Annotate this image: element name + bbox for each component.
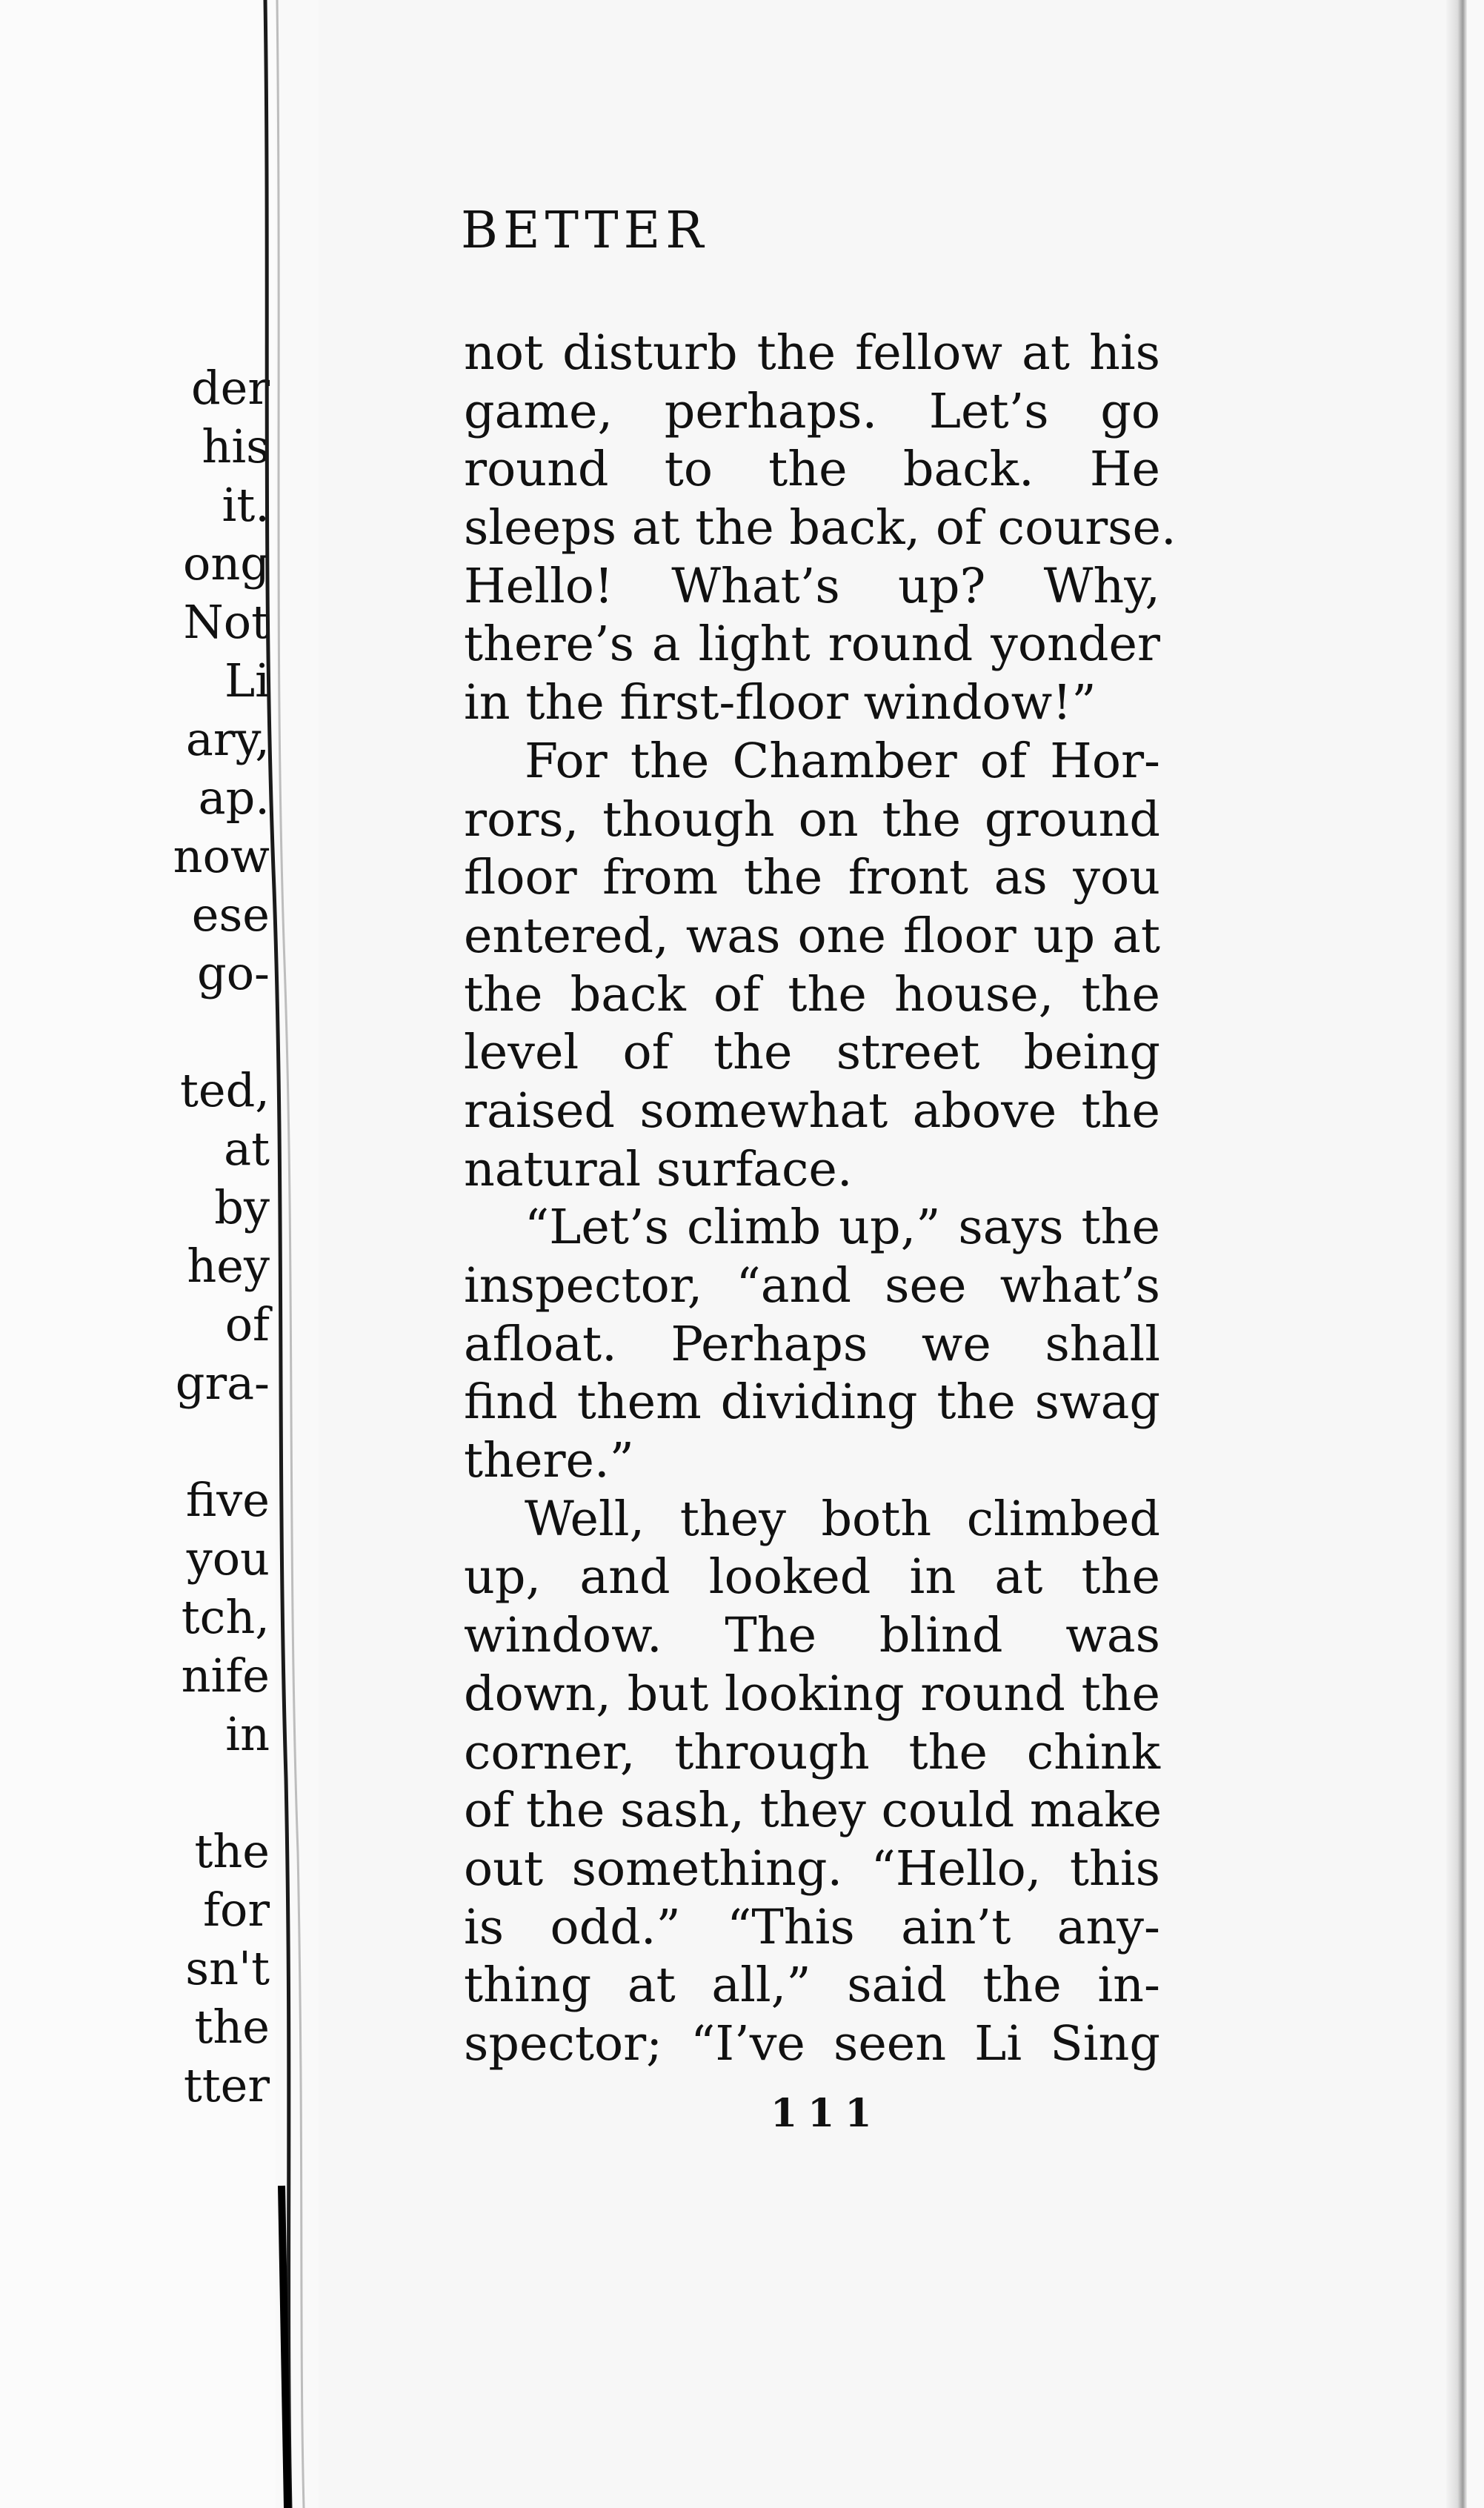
- text-line: of the sash, they could make: [464, 1783, 1162, 1839]
- text-line: out something. “Hello, this: [464, 1840, 1160, 1897]
- left-page-line: sn't: [185, 1941, 270, 1995]
- text-line: window. The blind was: [464, 1608, 1160, 1664]
- text-line: there’s a light round yonder: [464, 616, 1160, 673]
- text-line: “Let’s climb up,” says the: [525, 1200, 1160, 1256]
- text-line: thing at all,” said the in-: [464, 1957, 1160, 2014]
- left-page-line: the: [194, 1824, 270, 1878]
- left-page-line: now: [173, 829, 270, 883]
- left-page-line: Not: [183, 595, 270, 649]
- gutter-fold-line: [252, 0, 341, 2508]
- left-page-line: five: [185, 1473, 270, 1527]
- left-page-line: of: [224, 1297, 270, 1351]
- running-head: BETTER: [461, 202, 709, 260]
- text-line: up, and looked in at the: [464, 1549, 1160, 1606]
- left-page-line: for: [203, 1883, 270, 1937]
- left-page-line: ese: [191, 888, 270, 942]
- text-line: rors, though on the ground: [464, 791, 1160, 848]
- left-facing-page: [0, 0, 276, 2508]
- page-number: 111: [771, 2091, 882, 2136]
- text-line: the back of the house, the: [464, 966, 1160, 1022]
- text-line: Hello! What’s up? Why,: [464, 558, 1160, 614]
- left-page-line: his: [202, 419, 270, 473]
- left-page-line: ary,: [185, 712, 270, 766]
- left-page-line: Li: [224, 653, 270, 708]
- text-line: Well, they both climbed: [525, 1491, 1160, 1547]
- left-page-line: the: [194, 2000, 270, 2054]
- page-edge-shadow: [1446, 0, 1467, 2508]
- left-page-line: it.: [222, 478, 270, 532]
- text-line: down, but looking round the: [464, 1666, 1160, 1722]
- left-page-line: go-: [197, 946, 270, 1000]
- left-page-line: ap.: [198, 771, 270, 825]
- text-line: spector; “I’ve seen Li Sing: [464, 2015, 1160, 2072]
- text-line: raised somewhat above the: [464, 1082, 1160, 1139]
- text-line: is odd.” “This ain’t any-: [464, 1899, 1160, 1955]
- text-line: For the Chamber of Hor-: [525, 733, 1160, 789]
- text-line: round to the back. He: [464, 442, 1160, 498]
- left-page-line: you: [186, 1531, 270, 1586]
- text-line: inspector, “and see what’s: [464, 1258, 1160, 1314]
- left-page-line: gra-: [175, 1356, 270, 1410]
- body-text: [464, 325, 1177, 2074]
- left-page-line: in: [225, 1707, 270, 1761]
- text-line: not disturb the fellow at his: [464, 325, 1160, 381]
- left-page-line: ong: [183, 536, 270, 591]
- left-page-line: der: [190, 361, 270, 415]
- left-page-line: nife: [181, 1649, 270, 1703]
- left-page-line: at: [224, 1122, 270, 1176]
- text-line: level of the street being: [464, 1025, 1160, 1081]
- text-line: in the first-floor window!”: [464, 675, 1097, 731]
- text-line: natural surface.: [464, 1141, 853, 1197]
- text-line: there.”: [464, 1433, 634, 1489]
- text-line: corner, through the chink: [464, 1724, 1160, 1780]
- text-line: game, perhaps. Let’s go: [464, 383, 1160, 439]
- left-page-line: tter: [183, 2058, 270, 2112]
- left-page-line: hey: [187, 1239, 270, 1293]
- text-line: entered, was one floor up at: [464, 908, 1160, 964]
- left-page-line: tch,: [181, 1590, 270, 1644]
- text-line: find them dividing the swag: [464, 1374, 1160, 1431]
- text-line: floor from the front as you: [464, 850, 1160, 906]
- text-line: afloat. Perhaps we shall: [464, 1316, 1160, 1372]
- left-page-line: ted,: [179, 1063, 270, 1117]
- text-line: sleeps at the back, of course.: [464, 500, 1177, 556]
- left-page-line: by: [214, 1180, 270, 1234]
- book-gutter: [252, 0, 341, 2508]
